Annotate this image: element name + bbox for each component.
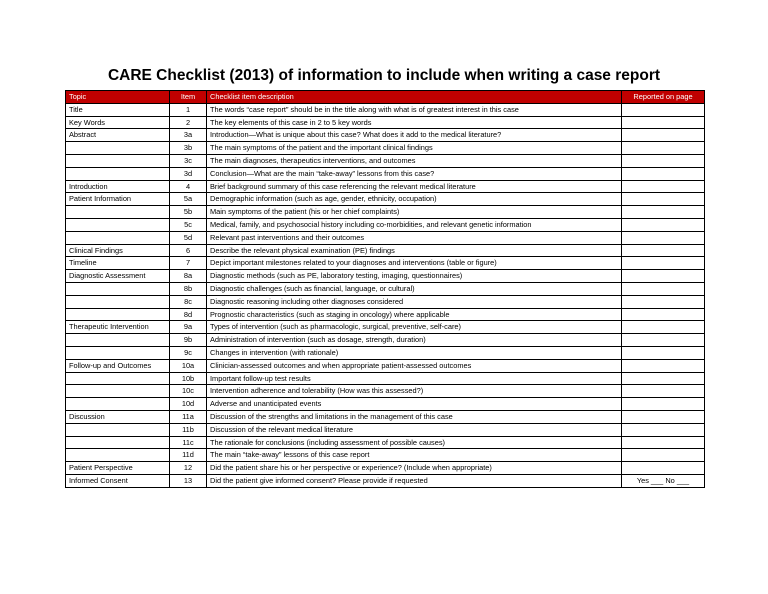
cell-description: Diagnostic methods (such as PE, laboratory testing, imaging, questionnaires) <box>207 270 622 283</box>
cell-description: Main symptoms of the patient (his or her chief complaints) <box>207 206 622 219</box>
cell-topic <box>66 308 170 321</box>
cell-item: 3a <box>170 129 207 142</box>
cell-item: 6 <box>170 244 207 257</box>
cell-item: 8b <box>170 282 207 295</box>
table-row <box>66 372 705 385</box>
header-item: Item <box>170 91 207 104</box>
cell-item: 11a <box>170 410 207 423</box>
cell-topic <box>66 334 170 347</box>
cell-description: Brief background summary of this case referencing the relevant medical literature <box>207 180 622 193</box>
cell-item: 8c <box>170 295 207 308</box>
cell-reported[interactable] <box>622 218 705 231</box>
cell-description: Types of intervention (such as pharmacologic, surgical, preventive, self-care) <box>207 321 622 334</box>
cell-topic <box>66 449 170 462</box>
cell-reported[interactable] <box>622 334 705 347</box>
cell-description: The key elements of this case in 2 to 5 key words <box>207 116 622 129</box>
cell-reported[interactable] <box>622 129 705 142</box>
table-row <box>66 129 705 142</box>
cell-topic: Key Words <box>66 116 170 129</box>
cell-description: The main diagnoses, therapeutics interventions, and outcomes <box>207 154 622 167</box>
table-row <box>66 218 705 231</box>
cell-description: Clinician-assessed outcomes and when appropriate patient-assessed outcomes <box>207 359 622 372</box>
cell-description: Discussion of the strengths and limitations in the management of this case <box>207 410 622 423</box>
cell-topic <box>66 398 170 411</box>
cell-reported[interactable] <box>622 231 705 244</box>
cell-reported[interactable] <box>622 180 705 193</box>
cell-reported[interactable] <box>622 359 705 372</box>
cell-topic: Therapeutic Intervention <box>66 321 170 334</box>
table-row <box>66 282 705 295</box>
cell-topic <box>66 372 170 385</box>
table-row <box>66 193 705 206</box>
cell-description: Changes in intervention (with rationale) <box>207 346 622 359</box>
cell-description: Describe the relevant physical examination (PE) findings <box>207 244 622 257</box>
cell-description: Intervention adherence and tolerability (How was this assessed?) <box>207 385 622 398</box>
table-row <box>66 346 705 359</box>
table-row <box>66 449 705 462</box>
table-row <box>66 398 705 411</box>
cell-topic: Informed Consent <box>66 474 170 487</box>
table-row <box>66 231 705 244</box>
cell-description: Relevant past interventions and their outcomes <box>207 231 622 244</box>
cell-description: Did the patient share his or her perspective or experience? (Include when appropriate) <box>207 462 622 475</box>
cell-item: 12 <box>170 462 207 475</box>
cell-topic: Patient Perspective <box>66 462 170 475</box>
cell-item: 2 <box>170 116 207 129</box>
cell-item: 9b <box>170 334 207 347</box>
cell-description: Conclusion—What are the main “take-away” lessons from this case? <box>207 167 622 180</box>
cell-topic <box>66 231 170 244</box>
table-row <box>66 474 705 487</box>
table-row <box>66 385 705 398</box>
cell-reported[interactable] <box>622 449 705 462</box>
table-row <box>66 410 705 423</box>
cell-item: 10c <box>170 385 207 398</box>
cell-topic <box>66 142 170 155</box>
table-row <box>66 334 705 347</box>
cell-topic <box>66 295 170 308</box>
cell-item: 9a <box>170 321 207 334</box>
cell-item: 3c <box>170 154 207 167</box>
cell-topic: Follow-up and Outcomes <box>66 359 170 372</box>
cell-item: 3b <box>170 142 207 155</box>
cell-item: 11c <box>170 436 207 449</box>
cell-item: 5c <box>170 218 207 231</box>
cell-reported[interactable] <box>622 103 705 116</box>
cell-topic <box>66 346 170 359</box>
cell-item: 5a <box>170 193 207 206</box>
cell-reported[interactable] <box>622 308 705 321</box>
cell-item: 7 <box>170 257 207 270</box>
table-row <box>66 244 705 257</box>
checklist-table <box>65 90 705 488</box>
cell-description: The main “take-away” lessons of this case report <box>207 449 622 462</box>
cell-reported[interactable] <box>622 193 705 206</box>
cell-topic <box>66 385 170 398</box>
cell-reported[interactable] <box>622 346 705 359</box>
cell-description: Did the patient give informed consent? Please provide if requested <box>207 474 622 487</box>
cell-reported[interactable] <box>622 462 705 475</box>
table-row <box>66 436 705 449</box>
cell-reported[interactable] <box>622 372 705 385</box>
cell-topic <box>66 167 170 180</box>
cell-description: Demographic information (such as age, gender, ethnicity, occupation) <box>207 193 622 206</box>
cell-reported[interactable] <box>622 282 705 295</box>
cell-topic: Abstract <box>66 129 170 142</box>
cell-reported[interactable] <box>622 398 705 411</box>
table-row <box>66 462 705 475</box>
cell-reported[interactable] <box>622 295 705 308</box>
cell-reported[interactable] <box>622 410 705 423</box>
cell-item: 9c <box>170 346 207 359</box>
cell-item: 10a <box>170 359 207 372</box>
cell-description: The words “case report” should be in the title along with what is of greatest interest in this case <box>207 103 622 116</box>
cell-topic <box>66 436 170 449</box>
cell-reported[interactable] <box>622 436 705 449</box>
cell-reported[interactable] <box>622 385 705 398</box>
cell-topic <box>66 218 170 231</box>
cell-topic: Discussion <box>66 410 170 423</box>
cell-description: Medical, family, and psychosocial history including co-morbidities, and relevant genetic information <box>207 218 622 231</box>
cell-description: Diagnostic reasoning including other diagnoses considered <box>207 295 622 308</box>
table-row <box>66 359 705 372</box>
cell-description: Important follow-up test results <box>207 372 622 385</box>
cell-topic: Diagnostic Assessment <box>66 270 170 283</box>
cell-reported[interactable] <box>622 257 705 270</box>
cell-description: Prognostic characteristics (such as staging in oncology) where applicable <box>207 308 622 321</box>
header-description: Checklist item description <box>207 91 622 104</box>
table-row <box>66 103 705 116</box>
table-header-row <box>66 91 705 104</box>
table-row <box>66 154 705 167</box>
table-row <box>66 308 705 321</box>
cell-item: 11d <box>170 449 207 462</box>
table-row <box>66 180 705 193</box>
cell-item: 11b <box>170 423 207 436</box>
cell-reported[interactable] <box>622 167 705 180</box>
cell-reported[interactable] <box>622 154 705 167</box>
cell-description: Diagnostic challenges (such as financial, language, or cultural) <box>207 282 622 295</box>
cell-topic <box>66 206 170 219</box>
cell-description: The rationale for conclusions (including assessment of possible causes) <box>207 436 622 449</box>
table-row <box>66 206 705 219</box>
table-row <box>66 116 705 129</box>
cell-reported[interactable] <box>622 244 705 257</box>
cell-description: The main symptoms of the patient and the important clinical findings <box>207 142 622 155</box>
cell-reported[interactable] <box>622 206 705 219</box>
table-row <box>66 295 705 308</box>
cell-topic <box>66 282 170 295</box>
cell-description: Introduction—What is unique about this case? What does it add to the medical literature? <box>207 129 622 142</box>
cell-item: 5d <box>170 231 207 244</box>
header-topic: Topic <box>66 91 170 104</box>
cell-item: 8a <box>170 270 207 283</box>
table-row <box>66 423 705 436</box>
cell-item: 1 <box>170 103 207 116</box>
cell-item: 3d <box>170 167 207 180</box>
cell-description: Administration of intervention (such as dosage, strength, duration) <box>207 334 622 347</box>
page-title: CARE Checklist (2013) of information to include when writing a case report <box>107 67 661 84</box>
cell-topic: Introduction <box>66 180 170 193</box>
table-row <box>66 270 705 283</box>
cell-item: 10b <box>170 372 207 385</box>
cell-item: 8d <box>170 308 207 321</box>
cell-reported[interactable] <box>622 423 705 436</box>
cell-topic: Timeline <box>66 257 170 270</box>
cell-reported[interactable] <box>622 270 705 283</box>
header-reported: Reported on page <box>622 91 705 104</box>
cell-reported[interactable] <box>622 116 705 129</box>
cell-item: 4 <box>170 180 207 193</box>
cell-item: 5b <box>170 206 207 219</box>
cell-description: Discussion of the relevant medical literature <box>207 423 622 436</box>
table-row <box>66 167 705 180</box>
cell-topic <box>66 423 170 436</box>
table-row <box>66 142 705 155</box>
cell-topic: Title <box>66 103 170 116</box>
table-row <box>66 321 705 334</box>
cell-reported[interactable] <box>622 321 705 334</box>
cell-item: 13 <box>170 474 207 487</box>
cell-topic <box>66 154 170 167</box>
cell-topic: Clinical Findings <box>66 244 170 257</box>
cell-description: Depict important milestones related to your diagnoses and interventions (table or figure) <box>207 257 622 270</box>
table-row <box>66 257 705 270</box>
cell-description: Adverse and unanticipated events <box>207 398 622 411</box>
cell-topic: Patient Information <box>66 193 170 206</box>
cell-reported[interactable] <box>622 142 705 155</box>
cell-item: 10d <box>170 398 207 411</box>
cell-reported[interactable]: Yes ___ No ___ <box>622 474 705 487</box>
